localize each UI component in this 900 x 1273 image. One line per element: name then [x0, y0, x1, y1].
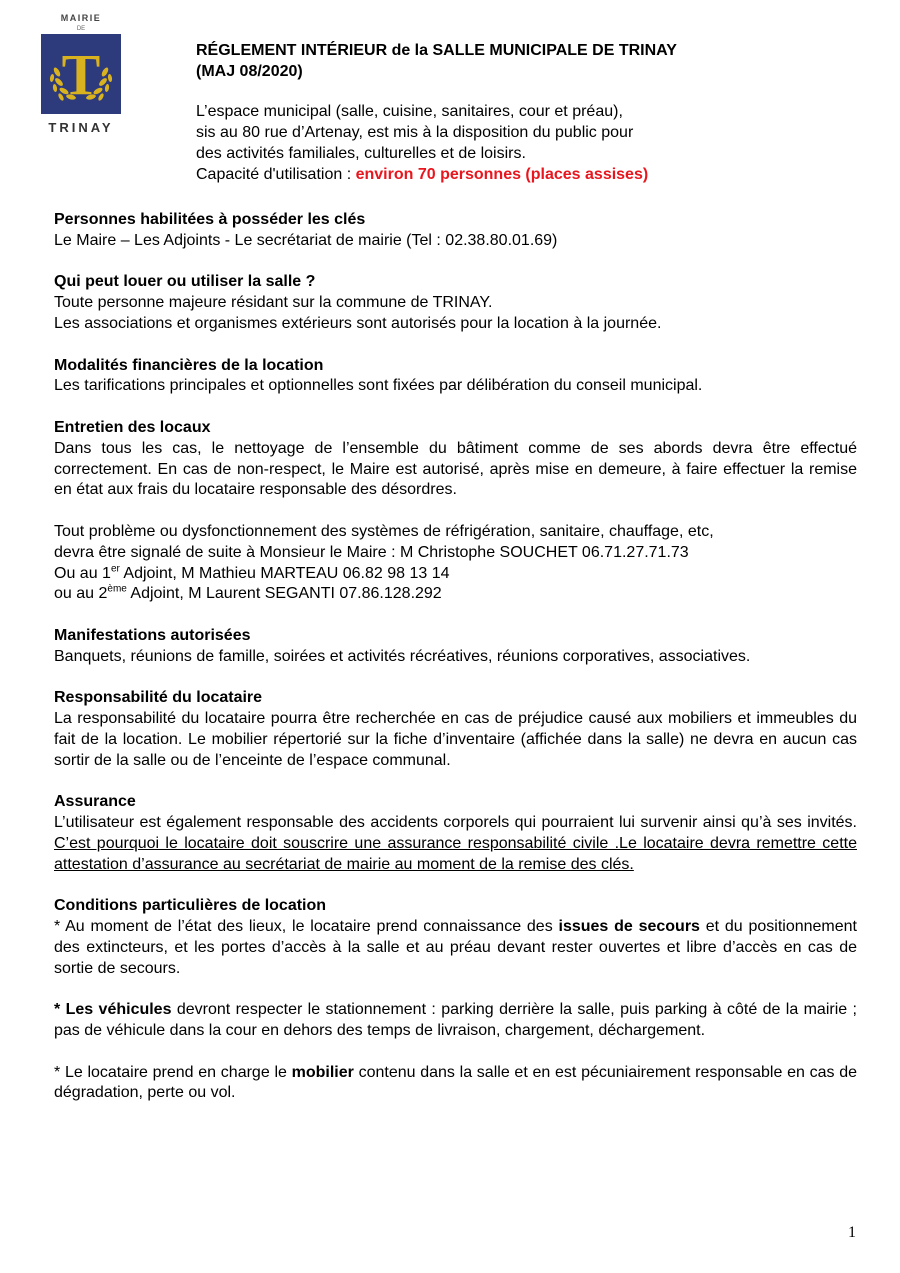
logo-town-text: TRINAY — [48, 120, 114, 135]
section-text: devra être signalé de suite à Monsieur le Maire : M Christophe SOUCHET 06.71.27.71.73 — [54, 543, 689, 561]
intro-line: L’espace municipal (salle, cuisine, sanitaires, cour et préau), — [196, 103, 623, 120]
contact-first-deputy — [54, 564, 857, 585]
condition-furniture — [54, 1063, 857, 1105]
condition-text: * Le locataire prend en charge le — [54, 1063, 292, 1081]
document-header — [196, 40, 836, 185]
intro-paragraph — [196, 101, 836, 185]
intro-line: sis au 80 rue d’Artenay, est mis à la disposition du public pour — [196, 124, 634, 141]
section-heading: Responsabilité du locataire — [54, 689, 263, 707]
section-text: Toute personne majeure résidant sur la commune de TRINAY. — [54, 294, 493, 312]
capacity-label: Capacité d'utilisation : — [196, 166, 356, 183]
coat-of-arms-icon — [41, 34, 121, 114]
contact-second-deputy — [54, 584, 857, 605]
section-keys — [54, 210, 857, 252]
document-title: RÉGLEMENT INTÉRIEUR de la SALLE MUNICIPALE DE TRINAY — [196, 42, 677, 59]
condition-emergency-exits — [54, 917, 857, 979]
section-text: Les associations et organismes extérieurs sont autorisés pour la location à la journée. — [54, 314, 662, 332]
condition-bold-text: issues de secours — [558, 918, 700, 936]
section-insurance — [54, 792, 857, 875]
section-heading: Entretien des locaux — [54, 418, 211, 436]
insurance-text: L’utilisateur est également responsable des accidents corporels qui pourraient lui survenir ainsi qu’à ses invités. — [54, 814, 857, 832]
mairie-logo — [34, 12, 128, 135]
logo-de-text: DE — [76, 26, 86, 32]
section-heading: Qui peut louer ou utiliser la salle ? — [54, 273, 316, 291]
condition-vehicles — [54, 1000, 857, 1042]
capacity-line — [196, 164, 836, 185]
insurance-underlined-text: C’est pourquoi le locataire doit souscrire une assurance responsabilité civile .Le locataire devra remettre cette attestation d’assurance au secrétariat de mairie au moment de la remise des clés. — [54, 834, 857, 873]
ordinal-sup: ème — [107, 584, 127, 596]
condition-bold-text: * Les véhicules — [54, 1001, 172, 1019]
section-heading: Assurance — [54, 793, 136, 811]
emblem-letter: T — [61, 42, 101, 107]
logo-mairie-text: MAIRIE — [60, 13, 102, 23]
section-heading: Manifestations autorisées — [54, 626, 251, 644]
section-text: Le Maire – Les Adjoints - Le secrétariat de mairie (Tel : 02.38.80.01.69) — [54, 231, 558, 249]
section-furniture — [54, 1063, 857, 1105]
section-text: Tout problème ou dysfonctionnement des systèmes de réfrigération, sanitaire, chauffage, etc, — [54, 522, 714, 540]
capacity-value: environ 70 personnes (places assises) — [355, 166, 649, 183]
section-conditions — [54, 896, 857, 979]
section-heading: Modalités financières de la location — [54, 356, 324, 374]
contact-prefix: ou au 2 — [54, 585, 108, 603]
section-paragraph: Dans tous les cas, le nettoyage de l’ensemble du bâtiment comme de ses abords devra être effectué correctement. En cas de non-respect, le Maire est autorisé, après mise en demeure, à faire effectuer la remise en état aux frais du locataire responsable des désordres. — [54, 439, 857, 499]
condition-text: * Au moment de l’état des lieux, le locataire prend connaissance des — [54, 918, 559, 936]
section-paragraph: La responsabilité du locataire pourra être recherchée en cas de préjudice causé aux mobiliers et immeubles du fait de la location. Le mobilier répertorié sur la fiche d’inventaire (affichée dans la salle) ne devra en aucun cas sortir de la salle ou de l’enceinte de l’espace communal. — [54, 710, 857, 769]
section-problems — [54, 522, 857, 605]
contact-rest: Adjoint, M Mathieu MARTEAU 06.82 98 13 14 — [119, 564, 450, 582]
contact-prefix: Ou au 1 — [54, 564, 111, 582]
condition-text: devront respecter le stationnement : parking derrière la salle, puis parking à côté de la mairie ; pas de véhicule dans la cour en dehors des temps de livraison, chargement, déchargement. — [54, 1001, 857, 1040]
condition-text: contenu dans la salle et en est pécuniairement responsable en cas de dégradation, perte ou vol. — [54, 1063, 857, 1102]
section-who — [54, 272, 857, 334]
condition-bold-text: mobilier — [291, 1063, 354, 1081]
section-vehicles — [54, 1000, 857, 1042]
section-heading: Personnes habilitées à posséder les clés — [54, 211, 366, 228]
intro-line: des activités familiales, culturelles et de loisirs. — [196, 145, 526, 162]
section-responsibility — [54, 688, 857, 771]
document-update-date: (MAJ 08/2020) — [196, 63, 303, 80]
contact-rest: Adjoint, M Laurent SEGANTI 07.86.128.292 — [126, 585, 442, 603]
section-maintenance — [54, 418, 857, 501]
section-events — [54, 626, 857, 668]
section-heading: Conditions particulières de location — [54, 897, 327, 915]
document-body — [54, 210, 857, 1125]
condition-text: et du positionnement des extincteurs, et les portes d’accès à la salle et au préau devant rester ouvertes et libre d’accès en cas de sortie de secours. — [54, 918, 857, 977]
section-text: Les tarifications principales et optionnelles sont fixées par délibération du conseil municipal. — [54, 377, 703, 395]
section-text: Banquets, réunions de famille, soirées et activités récréatives, réunions corporatives, associatives. — [54, 647, 751, 665]
section-finance — [54, 356, 857, 398]
page-number: 1 — [848, 1224, 856, 1241]
section-paragraph — [54, 813, 857, 875]
ordinal-sup: er — [110, 563, 120, 575]
